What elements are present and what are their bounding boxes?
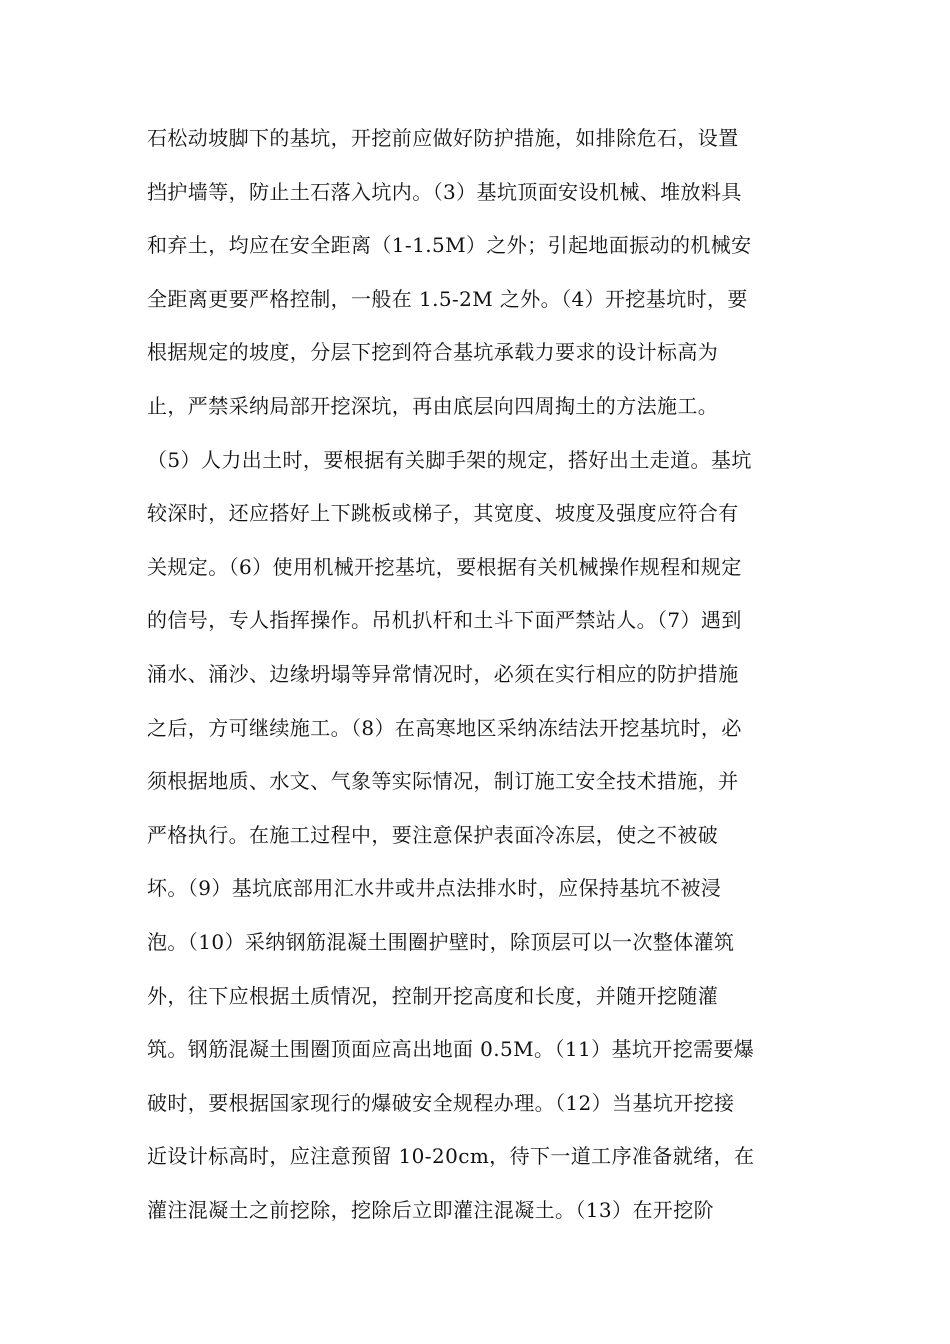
- text-line-4: 全距离更要严格控制，一般在 1.5-2M 之外。（4）开挖基坑时，要: [147, 286, 748, 311]
- text-line-17: 外，往下应根据土质情况，控制开挖高度和长度，并随开挖随灌: [147, 983, 719, 1008]
- text-line-9: 关规定。（6）使用机械开挖基坑，要根据有关机械操作规程和规定: [147, 554, 742, 579]
- text-line-11: 涌水、涌沙、边缘坍塌等异常情况时，必须在实行相应的防护措施: [147, 661, 739, 686]
- text-line-20: 近设计标高时，应注意预留 10-20cm，待下一道工序准备就绪，在: [147, 1144, 755, 1169]
- text-line-15: 坏。（9）基坑底部用汇水井或井点法排水时，应保持基坑不被浸: [147, 876, 722, 901]
- text-line-13: 须根据地质、水文、气象等实际情况，制订施工安全技术措施，并: [147, 769, 739, 794]
- text-line-10: 的信号，专人指挥操作。吊机扒杆和土斗下面严禁站人。（7）遇到: [147, 608, 742, 633]
- text-line-6: 止，严禁采纳局部开挖深坑，再由底层向四周掏土的方法施工。: [147, 393, 719, 418]
- text-line-3: 和弃土，均应在安全距离（1-1.5M）之外；引起地面振动的机械安: [147, 233, 752, 258]
- body-text: [147, 120, 817, 1245]
- text-line-19: 破时，要根据国家现行的爆破安全规程办理。（12）当基坑开挖接: [147, 1090, 735, 1115]
- text-line-21: 灌注混凝土之前挖除，挖除后立即灌注混凝土。（13）在开挖阶: [147, 1197, 715, 1222]
- text-line-12: 之后，方可继续施工。（8）在高寒地区采纳冻结法开挖基坑时，必: [147, 715, 742, 740]
- text-line-14: 严格执行。在施工过程中，要注意保护表面冷冻层，使之不被破: [147, 822, 719, 847]
- text-line-7: （5）人力出土时，要根据有关脚手架的规定，搭好出土走道。基坑: [147, 447, 752, 472]
- text-line-1: 石松动坡脚下的基坑，开挖前应做好防护措施，如排除危石，设置: [147, 126, 739, 150]
- text-line-18: 筑。钢筋混凝土围圈顶面应高出地面 0.5M。（11）基坑开挖需要爆: [147, 1037, 755, 1062]
- text-line-8: 较深时，还应搭好上下跳板或梯子，其宽度、坡度及强度应符合有: [147, 501, 739, 526]
- text-line-5: 根据规定的坡度，分层下挖到符合基坑承载力要求的设计标高为: [147, 340, 719, 365]
- text-line-16: 泡。（10）采纳钢筋混凝土围圈护壁时，除顶层可以一次整体灌筑: [147, 929, 735, 954]
- text-line-2: 挡护墙等，防止土石落入坑内。（3）基坑顶面安设机械、堆放料具: [147, 179, 742, 204]
